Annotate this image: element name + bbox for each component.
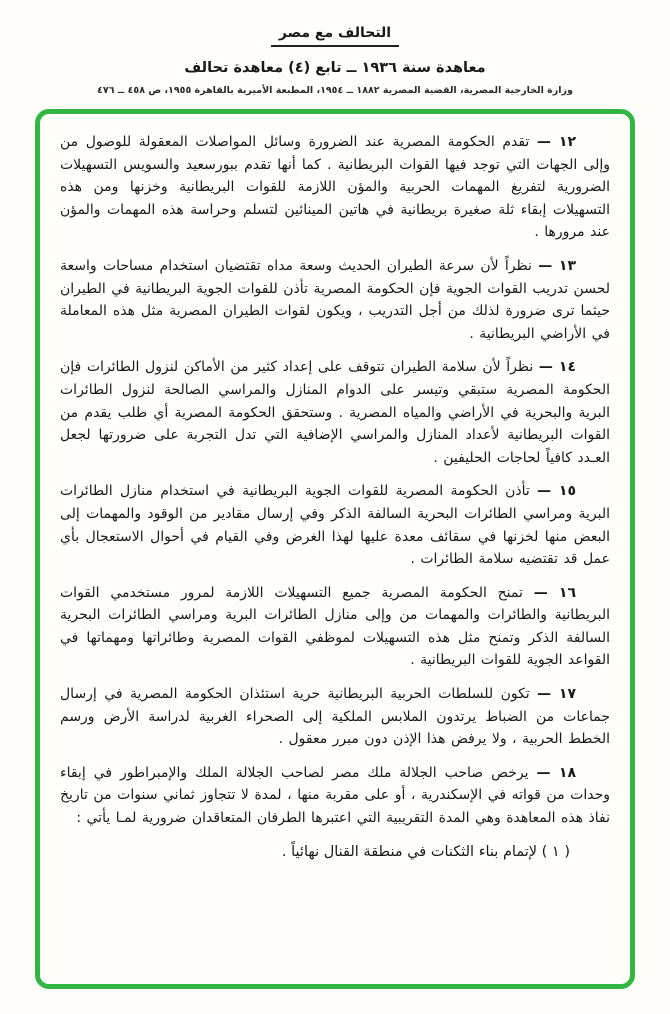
paragraph-number: ١٤ — [538, 359, 576, 376]
paragraph-text: نظراً لأن سلامة الطيران تتوقف على إعداد كثير من الأماكن لنزول الطائرات فإن الحكومة المصرية ستبقي وتيسر على الدوام المنازل والمراسي الصالحة لنزول الطائرات البرية والبحرية في الأراضي والمياه المصرية . وستحقق الحكومة المصرية أي طلب يقدم من القوات البريطانية لأعداد المنازل والمراسي الإضافية التي تدل التجربة على ضرورتها لجعل العـدد كافياً لحاجات الحليفين . [60, 359, 610, 466]
paragraph-number: ١٥ — [537, 483, 576, 500]
treaty-paragraph-14 [60, 356, 610, 469]
treaty-subclause-1: ( ١ ) لإتمام بناء الثكنات في منطقة القنال نهائياً . [281, 843, 570, 860]
treaty-paragraph-16 [60, 582, 610, 672]
treaty-paragraph-17 [60, 683, 610, 751]
paragraph-text: تقدم الحكومة المصرية عند الضرورة وسائل المواصلات المعقولة للوصول من وإلى الجهات التي توجد فيها القوات البريطانية . كما أنها تقدم ببورسعيد والسويس التسهيلات الضرورية لتفريغ المهمات الحربية والمؤن اللازمة للقوات البريطانية وخزنها ومن هذه التسهيلات إبقاء ثلة صغيرة بريطانية في هاتين المينائين لتسلم وحراسة هذه المهمات والمؤن عند مرورها . [60, 134, 610, 241]
paragraph-text: تكون للسلطات الحربية البريطانية حرية استئذان الحكومة المصرية في إرسال جماعات من الضباط يرتدون الملابس الملكية إلى الصحراء الغربية لدراسة الأرض ورسم الخطط الحربية ، ولا يرفض هذا الإذن دون مبرر معقول . [60, 686, 610, 748]
treaty-paragraph-15 [60, 480, 610, 570]
paragraph-text: تأذن الحكومة المصرية للقوات الجوية البريطانية في استخدام منازل الطائرات البرية ومراسي الطائرات البحرية السالفة الذكر وفي إرسال مقادير من الوقود والمهمات إلى البعض منها لخزنها في سقائف معدة عليها لهذا الغرض وفي القيام في أحوال الاستعجال بأي عمل قد تقتضيه سلامة الطائرات . [60, 483, 610, 568]
green-highlight-frame [35, 109, 635, 989]
paragraph-text: نظراً لأن سرعة الطيران الحديث وسعة مداه تقتضيان استخدام مساحات واسعة لحسن تدريب القوات الجوية فإن الحكومة المصرية تأذن للقوات الجوية البريطانية في الطيران حيثما ترى ضرورة لذلك من أجل التدريب ، ويكون لقوات الطيران المصرية مثل هذه المعاملة في الأراضي البريطانية . [60, 257, 610, 342]
paragraph-number: ١٣ — [538, 257, 577, 274]
document-header [0, 0, 670, 96]
document-subtitle: معاهدة سنة ١٩٣٦ ــ تابع (٤) معاهدة تحالف [184, 60, 486, 76]
paragraph-number: ١٧ — [537, 686, 577, 703]
paragraph-text: تمنح الحكومة المصرية جميع التسهيلات اللازمة لمرور مستخدمي القوات البريطانية والطائرات والمهمات من وإلى منازل الطائرات البرية ومراسي الطائرات البحرية السالفة الذكر وتمنح مثل هذه التسهيلات لموظفي القوات المصرية وطائراتها ومهماتها في القواعد الجوية للقوات البريطانية . [60, 584, 610, 669]
page-title: التحالف مع مصر [271, 25, 399, 47]
treaty-paragraph-12 [60, 131, 610, 244]
paragraph-number: ١٢ — [536, 134, 577, 150]
paragraph-number: ١٨ — [536, 764, 577, 781]
paragraph-text: يرخص صاحب الجلالة ملك مصر لصاحب الجلالة الملك والإمبراطور في إبقاء وحدات من قواته في الإسكندرية ، أو على مقربة منها ، لمدة لا تتجاوز ثماني سنوات من تاريخ نفاذ هذه المعاهدة وهي المدة التقريبية التي اعتبرها الطرفان المتعاقدان ضرورية لمـا يأتي : [60, 764, 610, 827]
treaty-paragraph-18 [60, 762, 610, 830]
treaty-paragraph-13 [60, 255, 610, 345]
source-citation: وزارة الخارجية المصرية، القضية المصرية ١٨٨٢ ــ ١٩٥٤، المطبعة الأميرية بالقاهرة ١٩٥٥، ص ٤٥٨ ــ ٤٧٦ [97, 85, 573, 96]
paragraph-number: ١٦ — [533, 584, 577, 601]
